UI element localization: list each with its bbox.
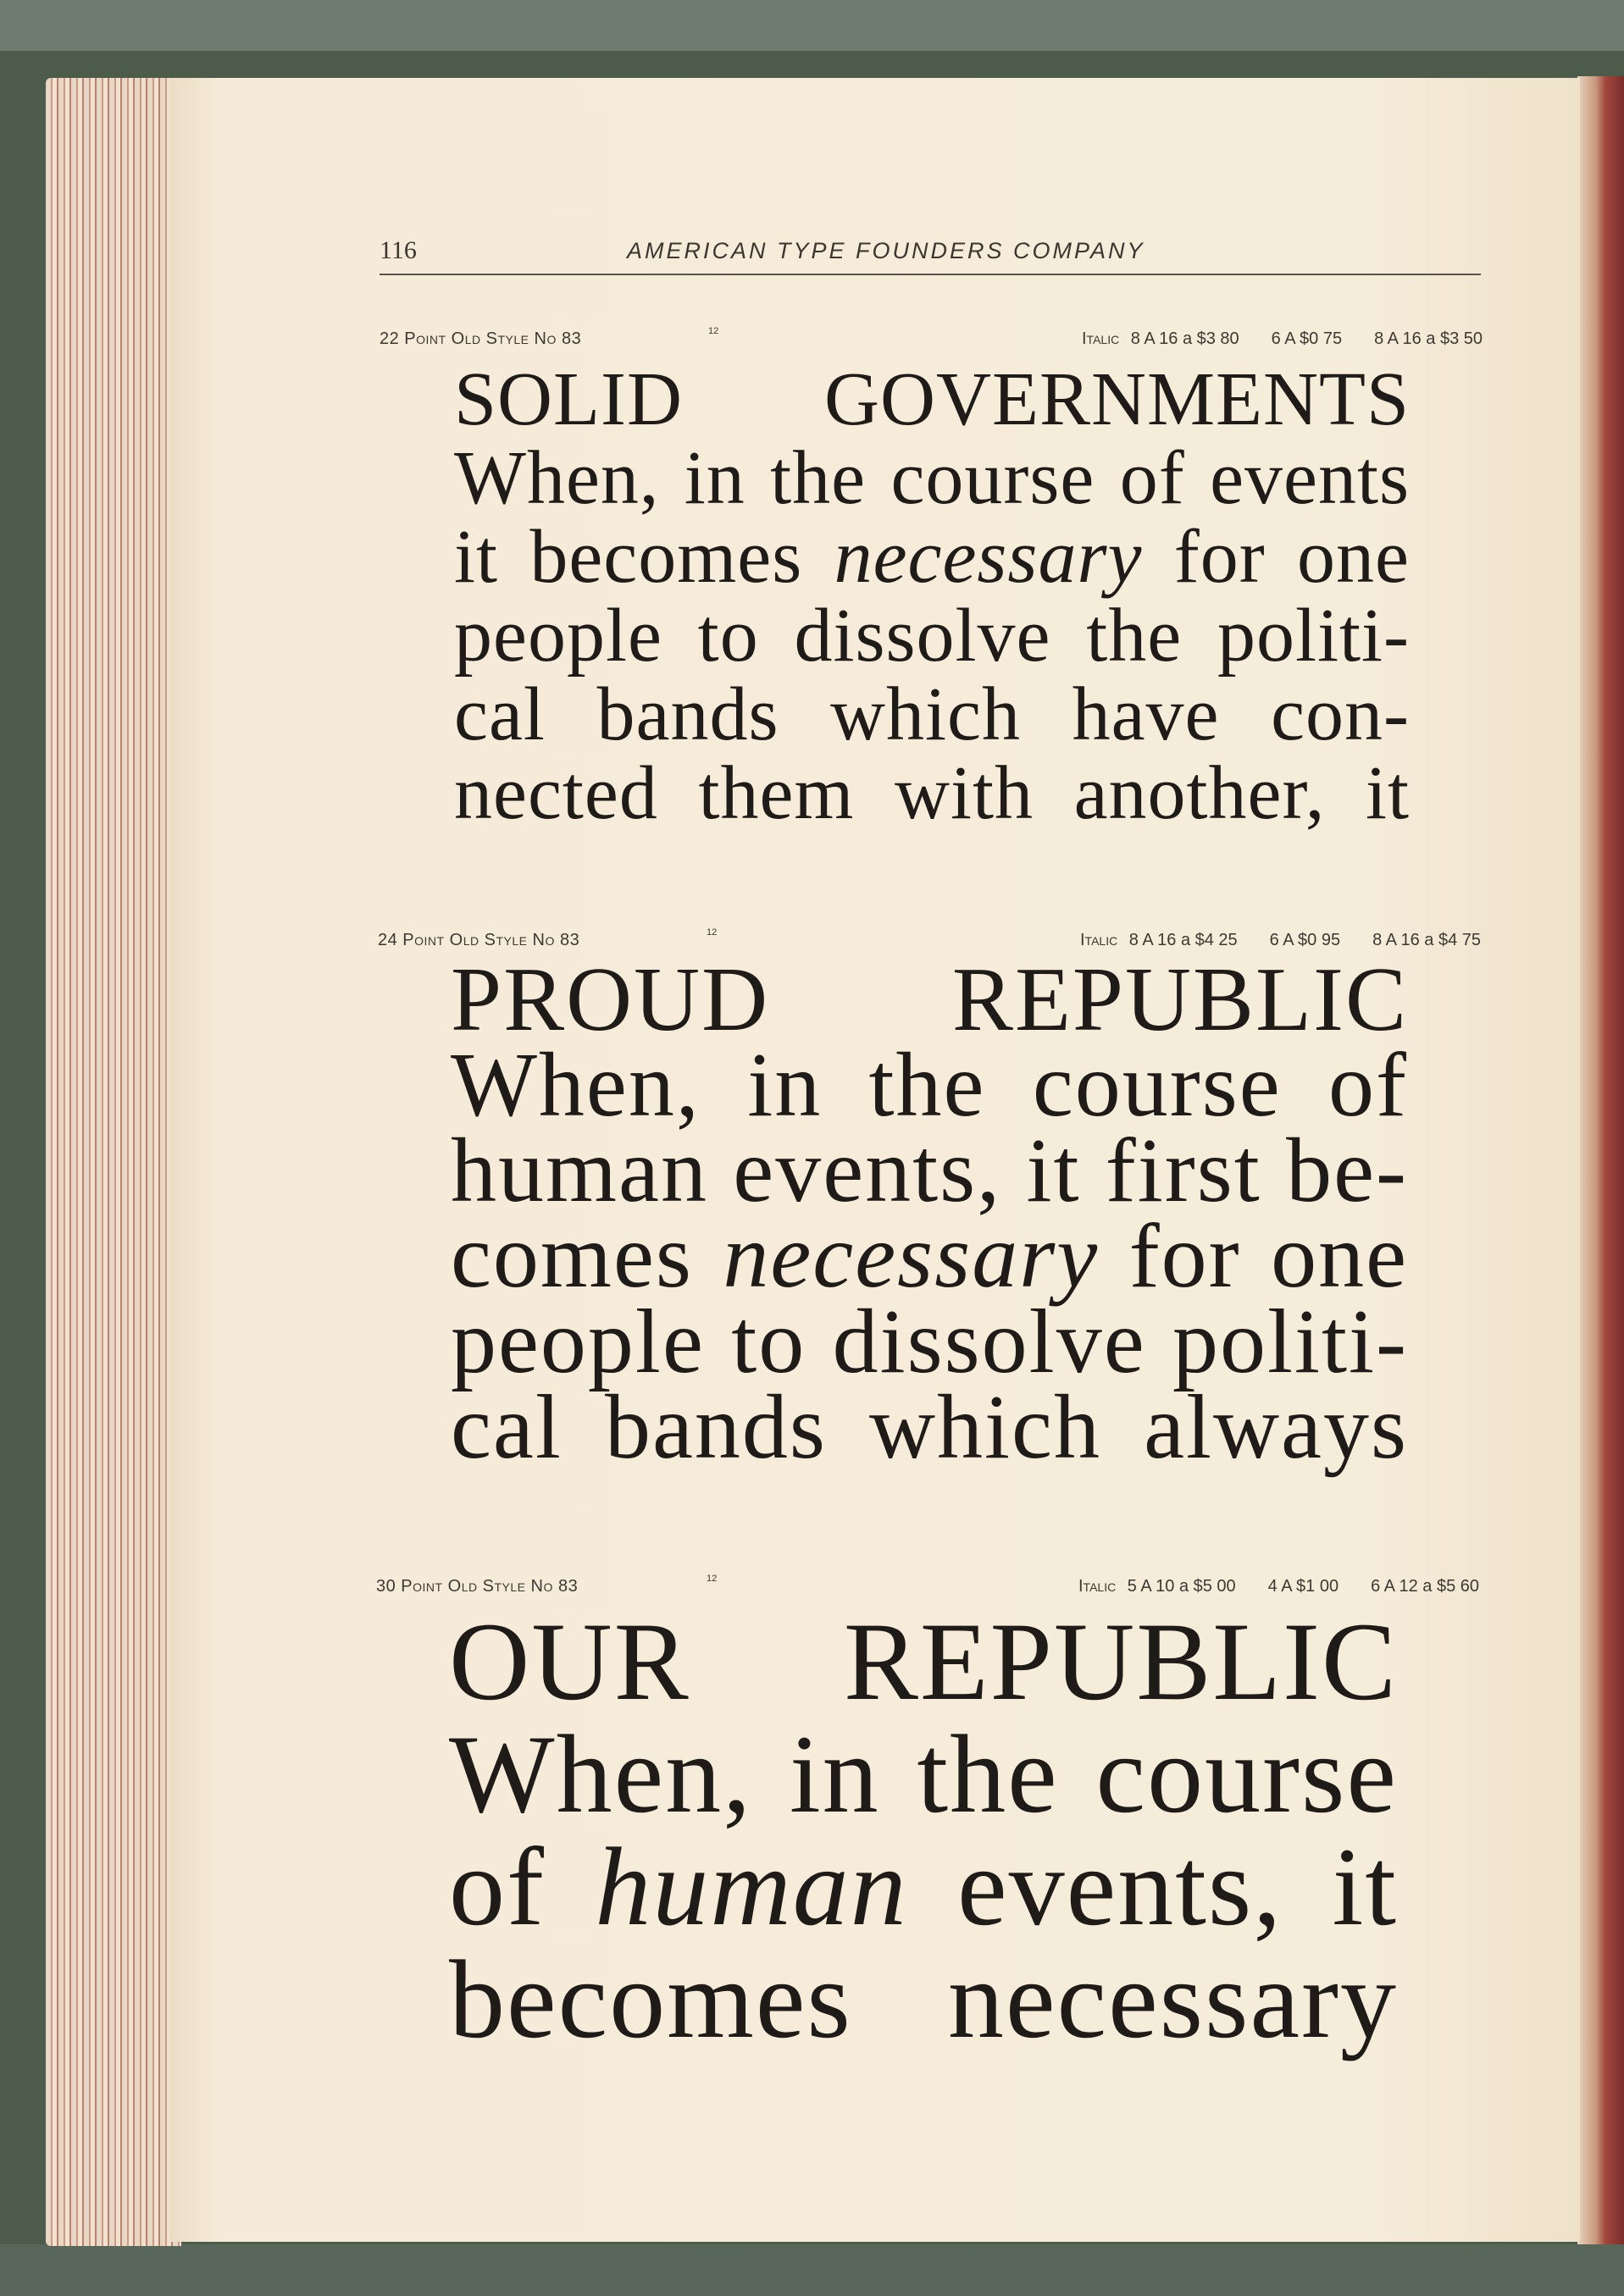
price-caps: 6 A $0 75	[1271, 329, 1343, 348]
specimen-30-point	[449, 1599, 1398, 2061]
price-caps: 6 A $0 95	[1269, 931, 1341, 949]
page-stack-edges	[46, 78, 181, 2246]
specimen-text: for one	[1128, 1206, 1409, 1307]
price-roman: 8 A 16 a $4 25	[1128, 931, 1238, 949]
price-roman: 8 A 16 a $3 80	[1130, 329, 1239, 348]
specimen-line: When, in the course of	[451, 1035, 1408, 1136]
spec-prices	[1048, 931, 1481, 950]
specimen-line: becomes necessary	[449, 1937, 1398, 2061]
specimen-line: PROUD REPUBLIC	[451, 949, 1408, 1050]
specimen-22-point	[454, 357, 1410, 835]
spec-line-30-point	[376, 1574, 1479, 1601]
specimen-line: human events, it first be-	[451, 1120, 1408, 1221]
specimen-text: comes	[451, 1206, 693, 1307]
spec-prices	[1050, 329, 1483, 349]
specimen-line: people to dissolve the politi-	[454, 594, 1410, 678]
specimen-line: people to dissolve politi-	[451, 1292, 1408, 1392]
specimen-line	[454, 515, 1410, 599]
spec-prices	[1046, 1577, 1479, 1596]
specimen-line	[451, 1206, 1409, 1307]
specimen-line: SOLID GOVERNMENTS	[454, 357, 1410, 441]
specimen-italic-word: necessary	[723, 1206, 1100, 1307]
price-italic: 6 A 12 a $5 60	[1371, 1577, 1479, 1596]
specimen-italic-word: necessary	[834, 515, 1143, 599]
specimen-line	[449, 1824, 1398, 1949]
facing-page-edge	[1577, 76, 1624, 2244]
spec-marker: 12	[707, 1574, 718, 1584]
page-number: 116	[380, 236, 417, 264]
price-roman: 5 A 10 a $5 00	[1127, 1577, 1236, 1596]
specimen-italic-word: human	[595, 1824, 908, 1949]
spec-size-label: 24 Point Old Style No 83	[378, 931, 580, 949]
spec-marker: 12	[707, 927, 718, 938]
italic-label: Italic	[1080, 931, 1118, 949]
specimen-line: When, in the course	[449, 1712, 1398, 1836]
specimen-text: it becomes	[454, 515, 803, 599]
italic-label: Italic	[1078, 1577, 1117, 1596]
specimen-text: of	[449, 1824, 546, 1949]
page-header	[380, 233, 1481, 275]
spec-size-label: 22 Point Old Style No 83	[380, 329, 582, 348]
running-title: AMERICAN TYPE FOUNDERS COMPANY	[627, 238, 1145, 263]
specimen-line: cal bands which have con-	[454, 672, 1410, 756]
spec-line-22-point	[380, 326, 1483, 353]
price-caps: 4 A $1 00	[1267, 1577, 1339, 1596]
book-cover-bottom-edge	[0, 2244, 1624, 2296]
italic-label: Italic	[1082, 329, 1120, 348]
specimen-text: for one	[1173, 515, 1410, 599]
specimen-24-point	[451, 949, 1409, 1478]
specimen-text: events, it	[957, 1824, 1398, 1949]
book-cover-top-edge	[0, 0, 1624, 51]
price-italic: 8 A 16 a $4 75	[1372, 931, 1481, 949]
specimen-line: nected them with another, it	[454, 751, 1410, 835]
specimen-line: OUR REPUBLIC	[449, 1599, 1398, 1723]
spec-marker: 12	[708, 326, 719, 336]
price-italic: 8 A 16 a $3 50	[1374, 329, 1483, 348]
specimen-line: When, in the course of events	[454, 436, 1410, 520]
spec-size-label: 30 Point Old Style No 83	[376, 1577, 579, 1596]
specimen-line: cal bands which always	[451, 1377, 1408, 1478]
